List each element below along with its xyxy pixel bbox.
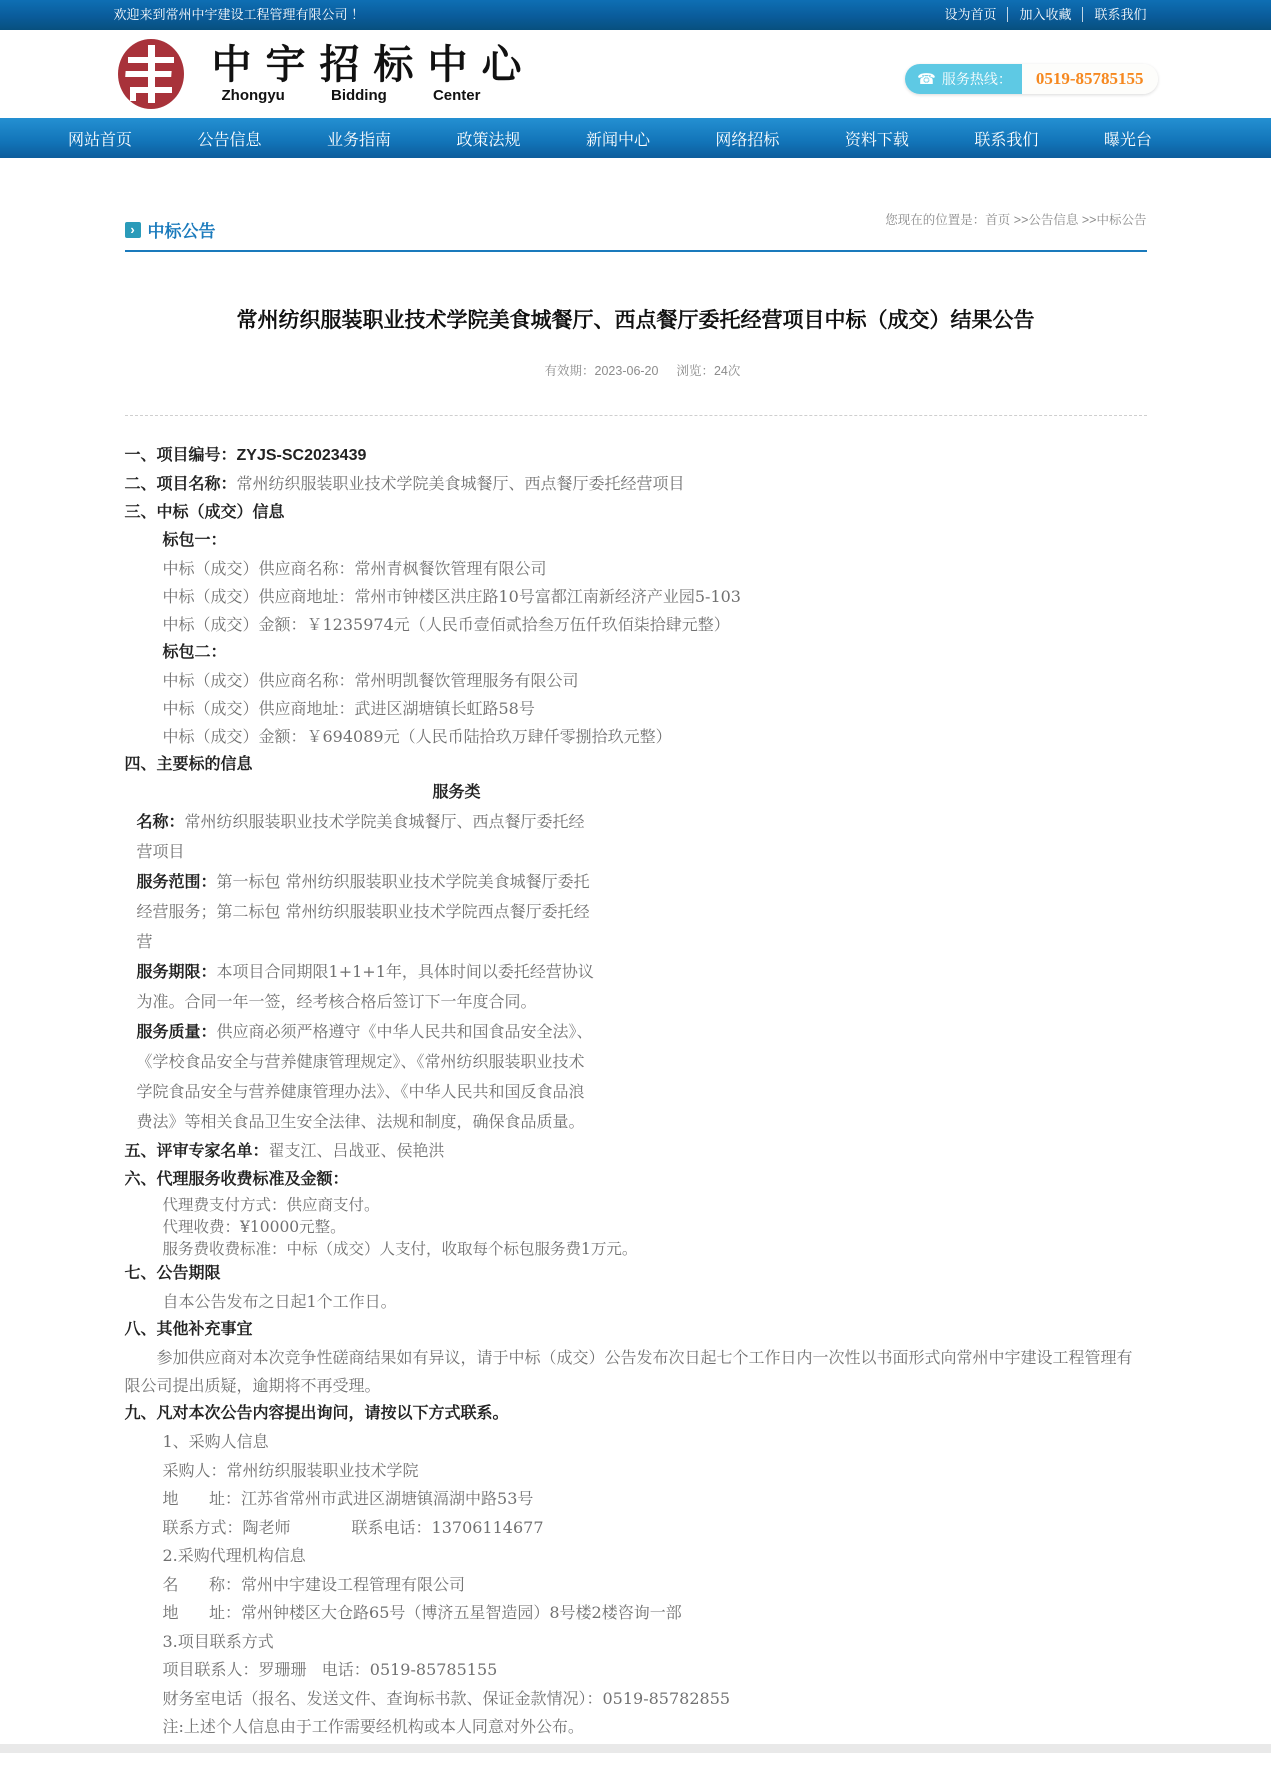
welcome-text: 欢迎来到常州中宇建设工程管理有限公司 ！ [113,7,365,22]
announcement-period: 自本公告发布之日起1个工作日。 [162,1292,397,1311]
nav-item-downloads[interactable]: 资料下载 [844,131,909,149]
site-subtitle: Zhongyu Bidding Center [221,87,481,104]
project-name: 常州纺织服装职业技术学院美食城餐厅、西点餐厅委托经营项目 [236,474,685,493]
objection-paragraph: 参加供应商对本次竞争性磋商结果如有异议，请于中标（成交）公告发布次日起七个工作日内一次性以书面形式向常州中宇建设工程管理有限公司提出质疑，逾期将不再受理。 [124,1348,1133,1395]
section-9-heading: 九、凡对本次公告内容提出询问，请按以下方式联系。 [124,1405,509,1422]
contact-block [125,1428,1147,1742]
service-name: 名称：常州纺织服装职业技术学院美食城餐厅、西点餐厅委托经营项目 [136,812,585,861]
article-body [125,442,1147,1772]
topbar [0,0,1271,30]
set-homepage-link[interactable]: 设为首页 [944,7,997,22]
hotline-left [905,64,1022,94]
nav-item-news[interactable]: 新闻中心 [585,131,650,149]
privacy-note: 注:上述个人信息由于工作需要经机构或本人同意对外公布。 [162,1717,584,1736]
lot2-supplier: 中标（成交）供应商名称：常州明凯餐饮管理服务有限公司 [162,671,579,690]
project-number-line: 一、项目编号：ZYJS-SC2023439 [124,447,367,464]
section-heading [125,217,216,242]
buyer-contact: 联系方式：陶老师 联系电话：13706114677 [162,1517,544,1537]
breadcrumb-row [125,196,1147,252]
service-quality: 服务质量：供应商必须严格遵守《中华人民共和国食品安全法》、《学校食品安全与营养健康管理规定》、《常州纺织服装职业技术学院食品安全与营养健康管理办法》、《中华人民共和国反食品浪费法》等相关食品卫生安全法律、法规和制度，确保食品质量。 [136,1022,593,1131]
section-6-heading: 六、代理服务收费标准及金额： [124,1171,349,1188]
breadcrumb-sep: >> [1078,213,1097,227]
lot1-amount: 中标（成交）金额：￥1235974元（人民币壹佰贰拾叁万伍仟玖佰柒拾肆元整） [162,615,730,634]
nav-item-announcements[interactable]: 公告信息 [197,131,262,149]
agent-name: 名 称：常州中宇建设工程管理有限公司 [162,1574,466,1594]
section-8-heading: 八、其他补充事宜 [124,1321,253,1338]
section-4-heading: 四、主要标的信息 [124,756,253,773]
valid-date: 有效期：2023-06-20 [544,364,659,378]
site-header [0,30,1271,118]
finance-phone: 财务室电话（报名、发送文件、查询标书款、保证金款情况）：0519-85782855 [162,1688,731,1708]
nav-item-policies[interactable]: 政策法规 [456,131,521,149]
hotline-number[interactable]: 0519-85785155 [1022,64,1158,94]
nav-item-exposure[interactable]: 曝光台 [1103,131,1152,149]
phone-icon: ☎ [917,71,936,88]
project-name-line: 二、项目名称：常州纺织服装职业技术学院美食城餐厅、西点餐厅委托经营项目 [124,474,685,493]
breadcrumb-current[interactable]: 中标公告 [1096,213,1147,227]
lot1-address: 中标（成交）供应商地址：常州市钟楼区洪庄路10号富都江南新经济产业园5-103 [162,587,741,606]
nav-item-contact[interactable]: 联系我们 [974,131,1039,149]
hotline-label: 服务热线： [941,71,1012,87]
breadcrumb-announcements[interactable]: 公告信息 [1028,213,1079,227]
agent-header: 2.采购代理机构信息 [162,1546,306,1565]
main-nav [0,118,1271,158]
project-contact-header: 3.项目联系方式 [162,1631,274,1651]
logo-icon [114,37,188,111]
footer-strip [0,1744,1271,1753]
arrow-right-icon: › [125,222,141,238]
project-contact: 项目联系人：罗珊珊 电话：0519-85785155 [162,1660,498,1679]
breadcrumb-sep: >> [1010,213,1029,227]
section-7-heading: 七、公告期限 [124,1265,221,1282]
lot2-address: 中标（成交）供应商地址：武进区湖塘镇长虹路58号 [162,699,535,718]
page-title: 常州纺织服装职业技术学院美食城餐厅、西点餐厅委托经营项目中标（成交）结果公告 [236,309,1035,332]
service-detail-block [137,807,599,1137]
expert-names: 翟支江、吕战亚、侯艳洪 [268,1141,445,1160]
project-number: ZYJS-SC2023439 [236,447,367,464]
article-meta [125,347,1147,393]
experts-line: 五、评审专家名单：翟支江、吕战亚、侯艳洪 [124,1141,445,1160]
breadcrumb [864,196,1146,242]
lot1-title: 标包一： [162,532,227,549]
section-title[interactable]: 中标公告 [147,222,216,241]
divider [125,415,1147,416]
breadcrumb-home[interactable]: 首页 [985,213,1011,227]
service-scope: 服务范围：第一标包 常州纺织服装职业技术学院美食城餐厅委托经营服务；第二标包 常州纺织服装职业技术学院西点餐厅委托经营 [136,872,590,951]
hotline-badge [905,64,1157,94]
service-term: 服务期限：本项目合同期限1+1+1年，具体时间以委托经营协议为准。合同一年一签，经考核合格后签订下一年度合同。 [136,962,594,1011]
site-title: 中宇招标中心 [211,43,536,87]
nav-item-home[interactable]: 网站首页 [68,131,133,149]
agency-fee-block [163,1194,1147,1260]
nav-item-online-bidding[interactable]: 网络招标 [715,131,780,149]
topbar-links [933,0,1157,30]
buyer-header: 1、采购人信息 [162,1432,269,1451]
agent-address: 地 址：常州钟楼区大仓路65号（博济五星智造园）8号楼2楼咨询一部 [162,1603,682,1622]
fee-payment-method: 代理费支付方式：供应商支付。 [162,1196,380,1214]
fee-amount: 代理收费：¥10000元整。 [162,1218,346,1236]
fee-standard: 服务费收费标准：中标（成交）人支付，收取每个标包服务费1万元。 [162,1240,638,1258]
view-count: 浏览：24次 [676,364,741,378]
lot2-amount: 中标（成交）金额：￥694089元（人民币陆拾玖万肆仟零捌拾玖元整） [162,727,672,746]
content [125,196,1147,1772]
brand-text [212,44,536,104]
brand [114,37,536,111]
buyer-name: 采购人：常州纺织服装职业技术学院 [162,1460,419,1480]
breadcrumb-prefix: 您现在的位置是： [885,213,986,227]
nav-item-business-guide[interactable]: 业务指南 [326,131,391,149]
add-favorite-link[interactable]: 加入收藏 [1007,7,1082,22]
buyer-address: 地 址：江苏省常州市武进区湖塘镇滆湖中路53号 [162,1489,534,1508]
lot1-supplier: 中标（成交）供应商名称：常州青枫餐饮管理有限公司 [162,559,547,578]
contact-us-link[interactable]: 联系我们 [1082,7,1157,22]
section-3-heading: 三、中标（成交）信息 [124,504,285,521]
lot2-title: 标包二： [162,644,227,661]
service-category: 服务类 [432,784,481,801]
